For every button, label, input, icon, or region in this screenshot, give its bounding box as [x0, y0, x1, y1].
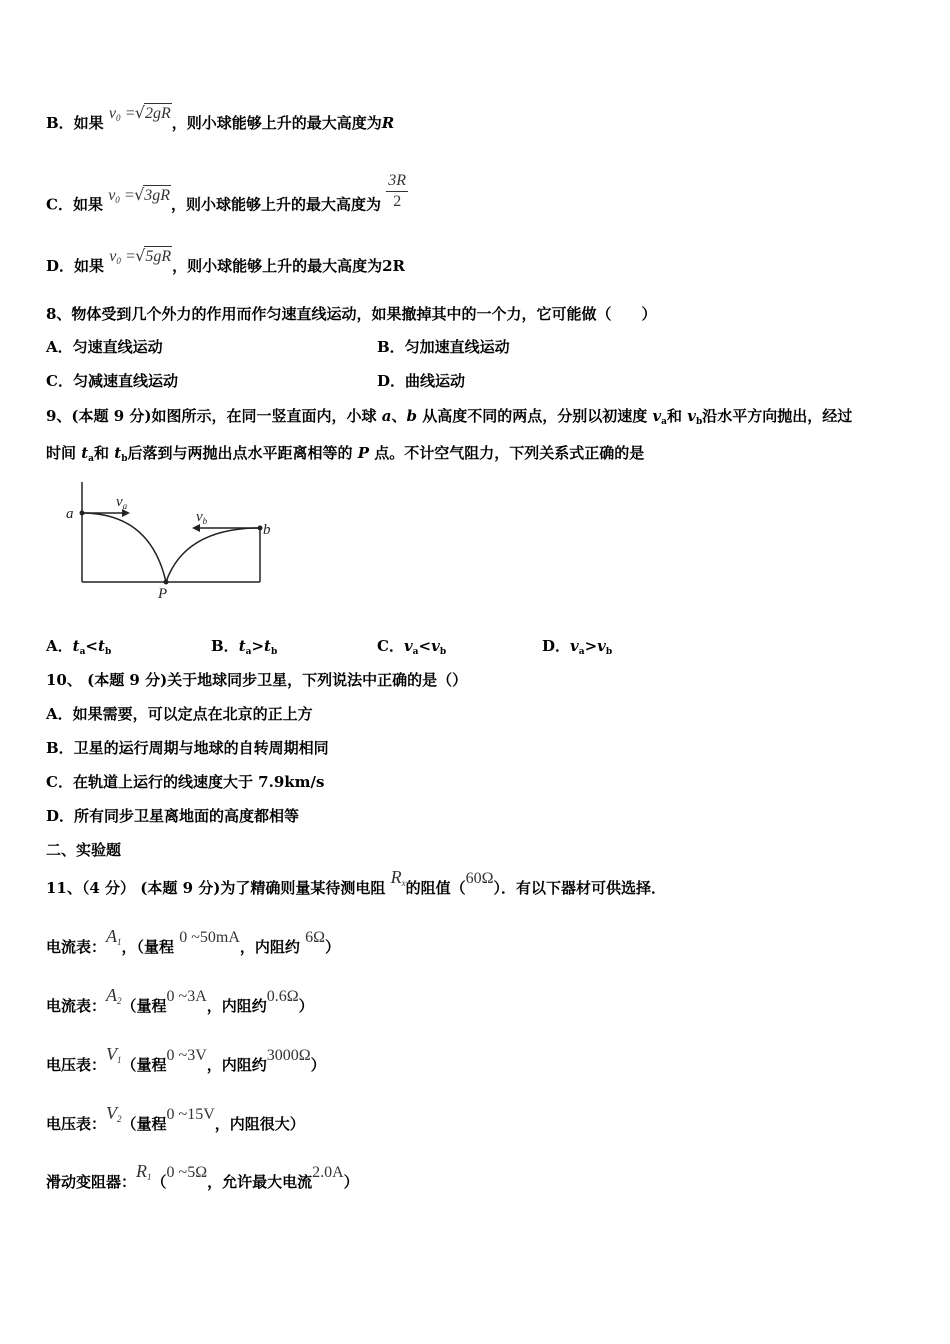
equipment-voltmeter-v1: 电压表：$V_1$（量程0 ~3V，内阻约3000Ω）	[46, 1044, 326, 1074]
q9-option-b: B．$t_a>t_b$	[211, 637, 278, 657]
option-b-q7: B．如果 $v_0 =√2gR$，则小球能够上升的最大高度为R	[46, 103, 395, 132]
q9-stem-line1: 9、(本题 9 分)如图所示，在同一竖直面内，小球 a、b 从高度不同的两点，分别以初速度 $v_a$和 $v_b$沿水平方向抛出，经过	[46, 407, 853, 427]
fraction-3r-2: $\frac{3R}{2}$	[388, 172, 407, 210]
point-a	[80, 511, 85, 516]
section-heading: 二、实验题	[46, 841, 122, 859]
q9-option-a: A．$t_a<t_b$	[46, 637, 112, 657]
label-p: P	[158, 586, 168, 602]
q9-option-c: C．$v_a<v_b$	[377, 637, 447, 657]
option-c-q7: C．如果 $v_0 =√3gR$，则小球能够上升的最大高度为 $\frac{3R}{2}$	[46, 172, 407, 214]
q10-option-c: C．在轨道上运行的线速度大于 7.9km/s	[46, 773, 325, 791]
label-va: $v_a$	[116, 494, 128, 511]
label-a: a	[66, 506, 74, 522]
v0-symbol: $v_0$	[108, 105, 121, 123]
q11-stem: 11、（4 分） (本题 9 分)为了精确则量某待测电阻 $R_x$的阻值（60Ω）．有以下器材可供选择．	[46, 867, 666, 897]
option-d-q7: D．如果 $v_0 =√5gR$，则小球能够上升的最大高度为2R	[46, 246, 406, 275]
point-p	[164, 580, 169, 585]
equipment-ammeter-a1: 电流表：$A_1$，（量程 0 ~50mA，内阻约 6Ω）	[46, 926, 341, 956]
arrowhead-b	[192, 524, 200, 532]
equipment-ammeter-a2: 电流表：$A_2$（量程0 ~3A，内阻约0.6Ω）	[46, 985, 314, 1015]
trajectory-a	[82, 513, 166, 582]
q9-stem-line2: 时间 $t_a$和 $t_b$后落到与两抛出点水平距离相等的 P 点。不计空气阻力，下列关系式正确的是	[46, 444, 645, 464]
label-b: b	[263, 522, 271, 538]
projectile-figure	[60, 480, 280, 610]
q10-option-d: D．所有同步卫星离地面的高度都相等	[46, 807, 300, 825]
point-b	[258, 526, 263, 531]
q10-option-b: B．卫星的运行周期与地球的自转周期相同	[46, 739, 329, 757]
q8-option-c: C．匀减速直线运动	[46, 372, 178, 390]
label-vb: $v_b$	[196, 509, 208, 526]
equipment-rheostat-r1: 滑动变阻器：$R_1(0$ ~5Ω，允许最大电流2.0A）	[46, 1161, 359, 1191]
q8-option-a: A．匀速直线运动	[46, 338, 163, 356]
q8-option-b: B．匀加速直线运动	[377, 338, 510, 356]
q8-option-d: D．曲线运动	[377, 372, 466, 390]
q10-option-a: A．如果需要，可以定点在北京的正上方	[46, 705, 313, 723]
q10-stem: 10、 (本题 9 分)关于地球同步卫星，下列说法中正确的是（）	[46, 671, 468, 689]
equipment-voltmeter-v2: 电压表：$V_2$（量程0 ~15V，内阻很大）	[46, 1103, 305, 1133]
trajectory-b	[166, 528, 260, 582]
q9-option-d: D．$v_a>v_b$	[542, 637, 613, 657]
q8-stem: 8、物体受到几个外力的作用而作匀速直线运动，如果撤掉其中的一个力，它可能做（ ）	[46, 305, 657, 323]
